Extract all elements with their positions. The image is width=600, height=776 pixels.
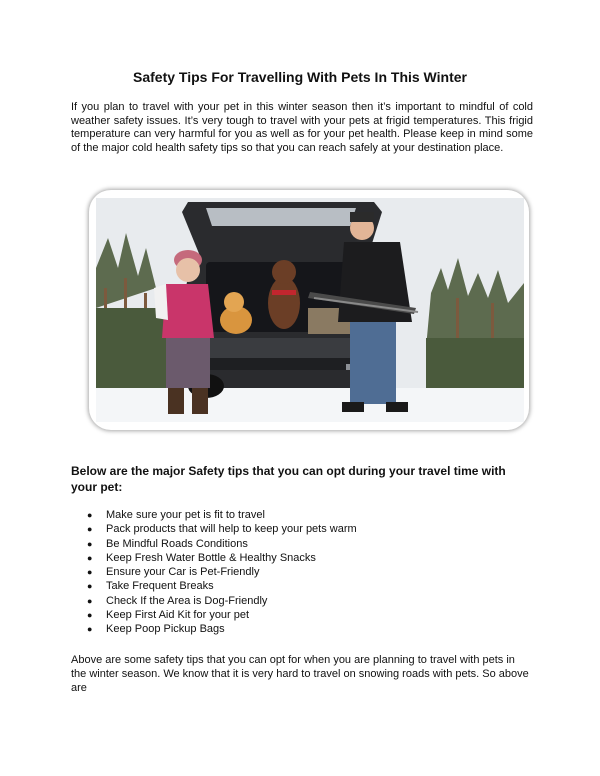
photo-illustration xyxy=(96,198,524,422)
tips-heading: Below are the major Safety tips that you can opt during your travel time with your pet: xyxy=(71,464,506,494)
tip-text: Be Mindful Roads Conditions xyxy=(106,537,248,550)
list-item xyxy=(71,579,357,593)
list-item xyxy=(71,594,357,608)
tip-text: Check If the Area is Dog-Friendly xyxy=(106,594,268,607)
list-item xyxy=(71,522,357,536)
bullet-icon: ● xyxy=(87,538,93,549)
bullet-icon: ● xyxy=(87,610,93,621)
bullet-icon: ● xyxy=(87,524,93,535)
winter-pets-car-photo xyxy=(89,190,529,430)
page-title: Safety Tips For Travelling With Pets In This Winter xyxy=(133,69,467,85)
tip-text: Pack products that will help to keep your pets warm xyxy=(106,523,357,536)
bullet-icon: ● xyxy=(87,510,93,520)
tip-text: Keep First Aid Kit for your pet xyxy=(106,609,250,622)
safety-tips-list xyxy=(71,508,357,637)
tip-text: Ensure your Car is Pet-Friendly xyxy=(106,566,260,579)
closing-paragraph: Above are some safety tips that you can opt for when you are planning to travel with pets in the winter season. We know that it is very hard to travel on snowing roads with pets. So above are xyxy=(71,654,529,694)
bullet-icon: ● xyxy=(87,595,93,606)
tip-text: Take Frequent Breaks xyxy=(106,580,214,593)
list-item xyxy=(71,608,357,622)
list-item xyxy=(71,551,357,565)
bullet-icon: ● xyxy=(87,567,93,578)
bullet-icon: ● xyxy=(87,624,93,635)
intro-paragraph: If you plan to travel with your pet in this winter season then it’s important to mindful of cold weather safety issues. It’s very tough to travel with your pets at frigid temperatures. This frigid temperature can very harmful for you as well as for your pet health. Please keep in mind some of the major cold health safety tips so that you can reach safely at your destination place. xyxy=(71,101,533,155)
tip-text: Make sure your pet is fit to travel xyxy=(106,509,265,521)
bullet-icon: ● xyxy=(87,552,93,563)
list-item xyxy=(71,537,357,551)
tip-text: Keep Poop Pickup Bags xyxy=(106,623,225,636)
list-item xyxy=(71,508,357,522)
list-item xyxy=(71,565,357,579)
bullet-icon: ● xyxy=(87,581,93,592)
tip-text: Keep Fresh Water Bottle & Healthy Snacks xyxy=(106,551,316,564)
list-item xyxy=(71,622,357,636)
